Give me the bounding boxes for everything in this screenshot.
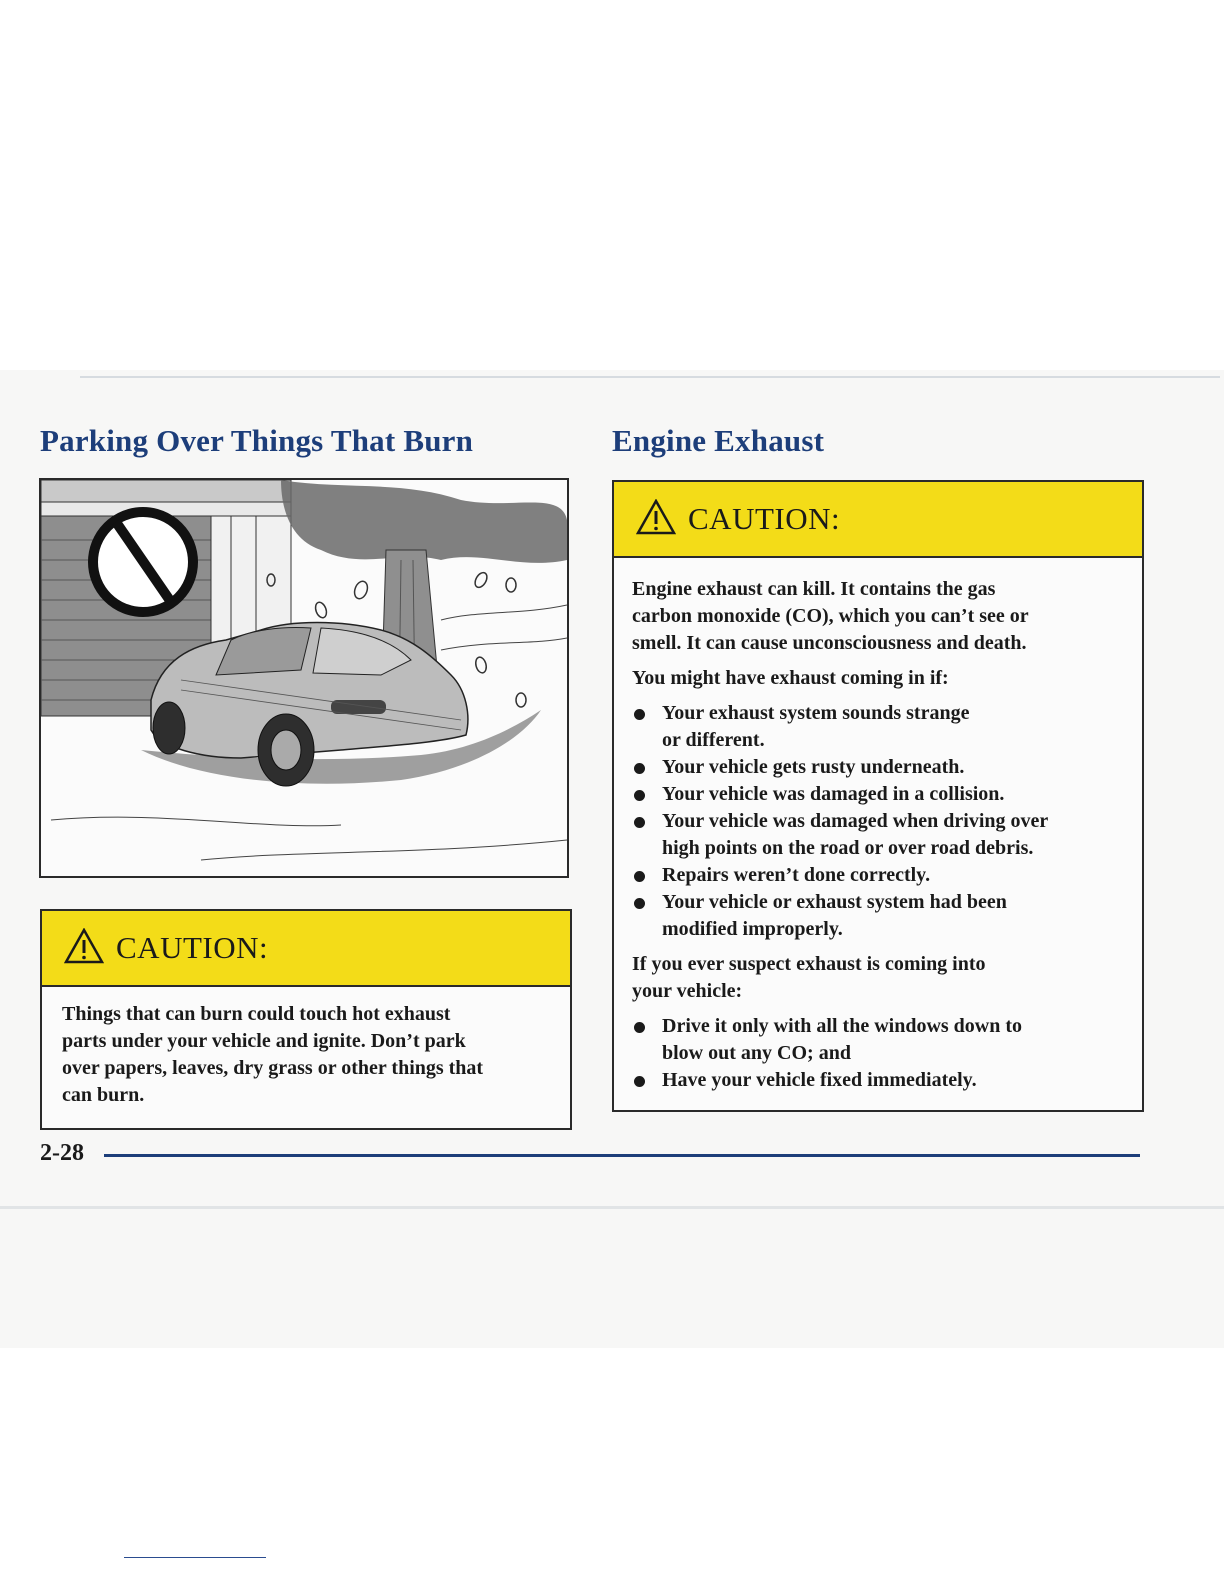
signs-list [632, 700, 1128, 943]
actions-list [632, 1013, 1128, 1094]
bullet-icon [634, 1022, 645, 1033]
bullet-icon [634, 709, 645, 720]
page-bottom-rule [0, 1206, 1224, 1209]
suspect-intro-line: If you ever suspect exhaust is coming into [632, 953, 986, 975]
caution-text-line: parts under your vehicle and ignite. Don’t park [62, 1030, 466, 1052]
list-item [632, 862, 1128, 889]
list-item-text: Your vehicle or exhaust system had been [662, 891, 1007, 913]
bullet-icon [634, 871, 645, 882]
suspect-intro [632, 951, 1128, 1005]
list-item-text: Repairs weren’t done correctly. [662, 864, 931, 886]
suspect-intro-line: your vehicle: [632, 980, 743, 1002]
bullet-icon [634, 1076, 645, 1087]
section-heading-parking: Parking Over Things That Burn [40, 423, 474, 458]
caution-body [42, 987, 570, 1109]
list-item-text: high points on the road or over road debris. [662, 837, 1034, 859]
page-number-rule [104, 1154, 1140, 1157]
bullet-icon [634, 898, 645, 909]
section-heading-engine-exhaust: Engine Exhaust [612, 423, 825, 458]
footnote-rule [124, 1557, 266, 1558]
caution-box-engine-exhaust [612, 480, 1144, 1112]
signs-intro: You might have exhaust coming in if: [632, 667, 949, 689]
list-item-text: Your exhaust system sounds strange [662, 702, 970, 724]
caution-box-parking [40, 909, 572, 1130]
list-item [632, 889, 1128, 943]
intro-line: carbon monoxide (CO), which you can’t see or [632, 605, 1029, 627]
no-symbol-icon [93, 512, 193, 612]
parking-illustration [39, 478, 569, 878]
warning-triangle-icon [636, 499, 676, 540]
intro-line: Engine exhaust can kill. It contains the gas [632, 578, 996, 600]
list-item [632, 700, 1128, 754]
caution-text-line: can burn. [62, 1084, 145, 1106]
caution-label: CAUTION: [688, 501, 841, 536]
caution-label: CAUTION: [116, 930, 269, 965]
list-item-text: blow out any CO; and [662, 1042, 851, 1064]
parking-illustration-svg [41, 480, 567, 876]
list-item-text: Your vehicle was damaged when driving over [662, 810, 1049, 832]
list-item-text: Your vehicle gets rusty underneath. [662, 756, 965, 778]
page-top-rule [80, 376, 1220, 378]
page-number: 2-28 [40, 1140, 84, 1166]
list-item [632, 808, 1128, 862]
list-item-text: modified improperly. [662, 918, 843, 940]
warning-triangle-icon [64, 928, 104, 969]
list-item [632, 1013, 1128, 1067]
list-item-text: Your vehicle was damaged in a collision. [662, 783, 1005, 805]
list-item [632, 1067, 1128, 1094]
intro-paragraph [632, 576, 1128, 657]
bullet-icon [634, 790, 645, 801]
caution-header [42, 911, 570, 987]
list-item-text: Have your vehicle fixed immediately. [662, 1069, 977, 1091]
list-item [632, 781, 1128, 808]
intro-line: smell. It can cause unconsciousness and death. [632, 632, 1027, 654]
list-item-text: or different. [662, 729, 765, 751]
caution-body [614, 558, 1142, 1094]
list-item-text: Drive it only with all the windows down to [662, 1015, 1023, 1037]
bullet-icon [634, 763, 645, 774]
list-item [632, 754, 1128, 781]
caution-header [614, 482, 1142, 558]
caution-text-line: over papers, leaves, dry grass or other things that [62, 1057, 484, 1079]
caution-text-line: Things that can burn could touch hot exhaust [62, 1003, 451, 1025]
bullet-icon [634, 817, 645, 828]
